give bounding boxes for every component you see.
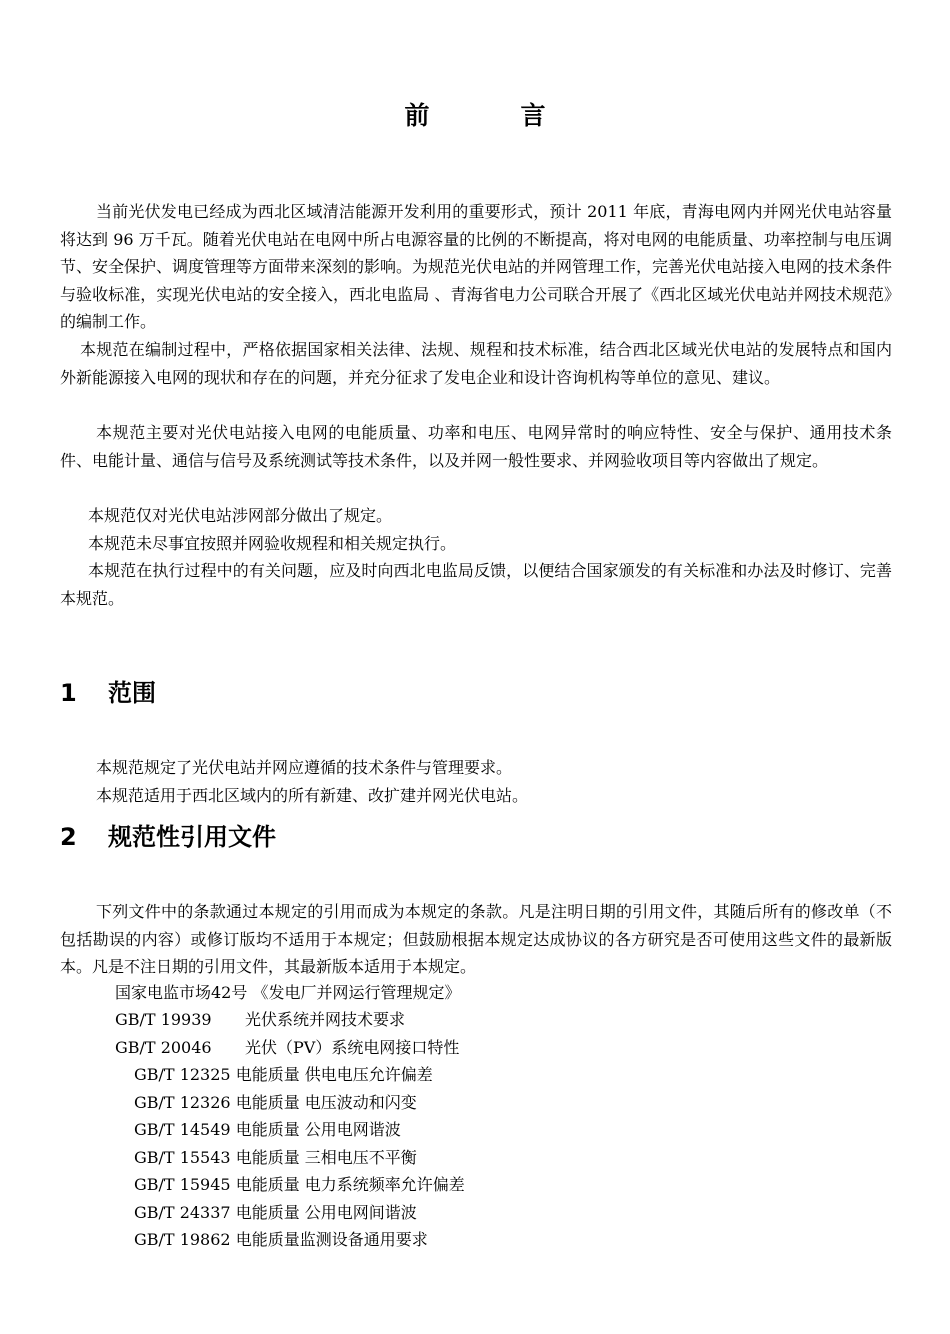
page-title: 前 言 [404,101,579,130]
reference-item [134,1063,433,1087]
reference-code: GB/T 12326 [134,1093,231,1112]
reference-name: 电能质量 公用电网谐波 [235,1120,401,1139]
preface-paragraph-5: 本规范未尽事宜按照并网验收规程和相关规定执行。 [88,534,457,553]
reference-code: GB/T 20046 [115,1038,212,1057]
section-1-number: 1 [60,679,77,707]
reference-item [115,1008,405,1032]
reference-name: 电能质量 电压波动和闪变 [235,1093,417,1112]
reference-item [134,1091,417,1115]
preface-paragraph-6: 本规范在执行过程中的有关问题，应及时向西北电监局反馈，以便结合国家颁发的有关标准和办法及时修订、完善本规范。 [60,561,892,608]
reference-name: 电能质量 三相电压不平衡 [235,1148,417,1167]
reference-code: GB/T 24337 [134,1203,231,1222]
reference-name: 光伏（PV）系统电网接口特性 [245,1038,460,1057]
preface-paragraph-2: 本规范在编制过程中，严格依据国家相关法律、法规、规程和技术标准，结合西北区域光伏电站的发展特点和国内外新能源接入电网的现状和存在的问题，并充分征求了发电企业和设计咨询机构等单位的意见、建议。 [60,340,892,387]
reference-code: GB/T 12325 [134,1065,231,1084]
reference-name: 电能质量 供电电压允许偏差 [235,1065,433,1084]
section-1-title: 范围 [108,679,156,707]
reference-code: 国家电监市场42号 [115,983,248,1002]
preface-paragraph-4: 本规范仅对光伏电站涉网部分做出了规定。 [88,506,393,525]
preface-paragraph-3: 本规范主要对光伏电站接入电网的电能质量、功率和电压、电网异常时的响应特性、安全与保护、通用技术条件、电能计量、通信与信号及系统测试等技术条件，以及并网一般性要求、并网验收项目等内容做出了规定。 [60,423,892,470]
reference-code: GB/T 15945 [134,1175,231,1194]
preface-paragraph-1: 当前光伏发电已经成为西北区域清洁能源开发利用的重要形式，预计 2011 年底，青海电网内并网光伏电站容量将达到 96 万千瓦。随着光伏电站在电网中所占电源容量的比例的不断提高，将对电网的电能质量、功率控制与电压调节、安全保护、调度管理等方面带来深刻的影响。为规范光伏电站的并网管理工作，完善光伏电站接入电网的技术条件与验收标准，实现光伏电站的安全接入，西北电监局 、青海省电力公司联合开展了《西北区域光伏电站并网技术规范》的编制工作。 [60,202,893,331]
reference-item [134,1201,417,1225]
reference-name: 电能质量 电力系统频率允许偏差 [235,1175,465,1194]
section-2-intro: 下列文件中的条款通过本规定的引用而成为本规定的条款。凡是注明日期的引用文件，其随后所有的修改单（不包括勘误的内容）或修订版均不适用于本规定；但鼓励根据本规定达成协议的各方研究是否可使用这些文件的最新版本。凡是不注日期的引用文件，其最新版本适用于本规定。 [60,902,892,976]
section-1-heading [60,676,156,710]
section-1-paragraph-2: 本规范适用于西北区域内的所有新建、改扩建并网光伏电站。 [96,786,529,805]
reference-name: 电能质量 公用电网间谐波 [235,1203,417,1222]
reference-item [115,1036,459,1060]
reference-name: 电能质量监测设备通用要求 [235,1230,428,1249]
section-1-paragraph-1: 本规范规定了光伏电站并网应遵循的技术条件与管理要求。 [96,758,513,777]
section-2-number: 2 [60,823,77,851]
section-2-title: 规范性引用文件 [108,823,276,851]
reference-name: 《发电厂并网运行管理规定》 [252,983,461,1002]
reference-item [134,1118,401,1142]
reference-code: GB/T 15543 [134,1148,231,1167]
reference-item [115,981,460,1005]
reference-code: GB/T 14549 [134,1120,231,1139]
reference-code: GB/T 19939 [115,1010,212,1029]
section-2-heading [60,820,276,854]
reference-name: 光伏系统并网技术要求 [245,1010,406,1029]
reference-item [134,1146,417,1170]
reference-item [134,1228,428,1252]
reference-item [134,1173,465,1197]
reference-code: GB/T 19862 [134,1230,231,1249]
